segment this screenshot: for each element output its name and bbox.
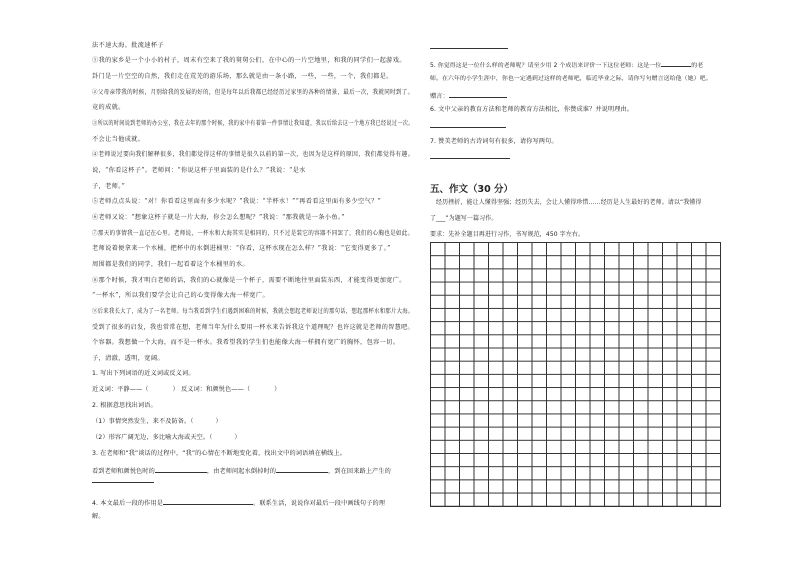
question-5: 5. 你觉得这是一位什么样的老师呢？请至少用 2 个成语来评价一下这位老师：这是一位 的老 xyxy=(430,59,703,70)
answer-blank[interactable] xyxy=(92,482,154,483)
question-2: 2. 根据意思找出词语。 xyxy=(92,402,157,409)
passage-line: 说，“你看这杯子”。老师问：“你说这杯子里面装的是什么？”我说：“是水 xyxy=(92,167,306,174)
answer-blank[interactable] xyxy=(155,465,207,473)
answer-blank[interactable] xyxy=(430,127,506,128)
passage-line: ①我的家乡是一个小小的村子，周末有空来了我的舅舅公们，在中心的一片空地里，和我的同学们一起游戏。 xyxy=(92,57,406,64)
question-2b: （2）形容广阔无边，多比喻大海或天空。（ ） xyxy=(92,434,241,441)
question-4: 4. 本文最后一段的作用是 。联系生活，说说你对最后一段中画线句子的理 xyxy=(92,497,385,508)
passage-line: 子，老师。” xyxy=(92,183,126,190)
passage-line: ⑦那天的事情我一直记在心里。老师说，一杯水和大海其实是相同的，只不过是装它的容器不同罢了，我们的心胸也是如此。 xyxy=(92,230,414,237)
passage-line: 不会让当他成就。 xyxy=(92,136,145,143)
question-1-line: 近义词：平静——（ ） 反义词：和颜悦色——（ ） xyxy=(92,386,281,393)
essay-prompt-1: 经历挫折，能让人懂得坚强；经历失去，会让人懂得珍惜……经历是人生最好的老师。请以“我懂得 xyxy=(436,199,702,206)
essay-prompt-2: 了___”为题写一篇习作。 xyxy=(430,215,498,222)
passage-line: 老师说着便拿来一个水桶，把杯中的水倒进桶里：“你看，这杯水现在怎么样？”我说：“它变得更多了。” xyxy=(92,245,391,252)
question-4-end: 解。 xyxy=(92,513,105,520)
passage-line: 法不速大海。批流速杯子 xyxy=(92,42,164,49)
question-5-b: 师。在六年的小学生涯中，你也一定遇到过这样的老师吧，临近毕业之际，请你写句赠言送给他（她）吧。 xyxy=(430,76,712,82)
passage-line: ③所以的时间说到老师的办公室，我在去年的那个时候，我的家中有着第一件事情让我知道，我以后给去这一个地方我已经说过一次。 xyxy=(92,120,414,127)
question-3-line: 看到老师和颜悦色时的 ，由老师问起水倒掉时的 ，到在回来路上产生的 xyxy=(92,465,391,476)
answer-blank[interactable] xyxy=(163,497,253,505)
answer-blank[interactable] xyxy=(430,158,510,159)
passage-line: ②父母亲带我的时候，月别给我的发展的好的，但是每年以后我都已经经历过家里的各种的情景，最后一次，我就同时到了。 xyxy=(92,89,414,96)
passage-line: 卦门是一片空空的自然，我们走在荒芜的游乐场，那么就是由一条小路，一些，一些，一个，我们都是。 xyxy=(92,73,393,80)
question-6: 6. 文中父亲的教育方法和老师的教育方法相比，你赞成谁？并说明理由。 xyxy=(430,106,634,113)
essay-requirements: 要求：先补全题目再进行习作，书写规范，450 字左右。 xyxy=(430,231,585,238)
question-5-c: 赠言： xyxy=(430,90,507,101)
answer-blank[interactable] xyxy=(430,48,508,49)
passage-line: ⑨后来我长大了，成为了一名老师。每当我看到学生们遇到困难的时候，我就会想起老师说过的那句话，想起那杯水和那片大海。 xyxy=(92,308,414,315)
question-2a: （1）事情突然发生，来不及防备。（ ） xyxy=(92,418,222,425)
passage-line: 竟的成就。 xyxy=(92,104,125,111)
passage-line: ⑥老师又说：“想象这杯子就是一片大海，你会怎么想呢？”我说：“那我就是一条小鱼。” xyxy=(92,214,345,221)
answer-blank[interactable] xyxy=(449,90,507,98)
passage-line: 受到了很多的启发，我也常常在想，老师当年为什么要用一杯水来告诉我这个道理呢？也许这就是老师的智慧吧。 xyxy=(92,324,414,331)
question-1: 1. 写出下列词语的近义词或反义词。 xyxy=(92,370,195,377)
passage-line: ⑤老师点点头说：“对！你看看这里面有多少水呢？”我说：“半杯水！”“再看看这里面有多少空气？” xyxy=(92,198,382,205)
question-3: 3. 在老师和“我”谈话的过程中，“我”的心情在不断地变化着，找出文中的词语填在横线上。 xyxy=(92,450,347,457)
question-7: 7. 赞美老师的古诗词句有很多，请你写两句。 xyxy=(430,138,558,145)
section-title: 五、作文（30 分） xyxy=(430,184,514,195)
answer-blank[interactable] xyxy=(661,59,691,67)
answer-blank[interactable] xyxy=(276,465,328,473)
passage-line: 子，清澈，透明，宽阔。 xyxy=(92,355,164,362)
passage-line: 周围都是我们的同学，我们一起看着这个水桶里的水。 xyxy=(92,261,249,268)
essay-writing-grid[interactable] xyxy=(430,242,721,507)
passage-line: ④老师说过要向我们解释很多，我们都觉得这样的事情是很久以前的第一次，也因为是这样的原因，我们都觉得有趣。 xyxy=(92,151,414,158)
passage-line: “一杯水”，所以我们要学会让自己的心变得像大海一样宽广。 xyxy=(92,292,269,299)
passage-line: 个容器。我想做一个大海，而不是一杯水。我希望我的学生们也能像大海一样拥有宽广的胸怀，包容一切。 xyxy=(92,339,400,346)
passage-line: ⑧那个时候，我才明白老师的话，我们的心就像是一个杯子，需要不断地往里面装东西，才能变得更加宽广。 xyxy=(92,277,406,284)
